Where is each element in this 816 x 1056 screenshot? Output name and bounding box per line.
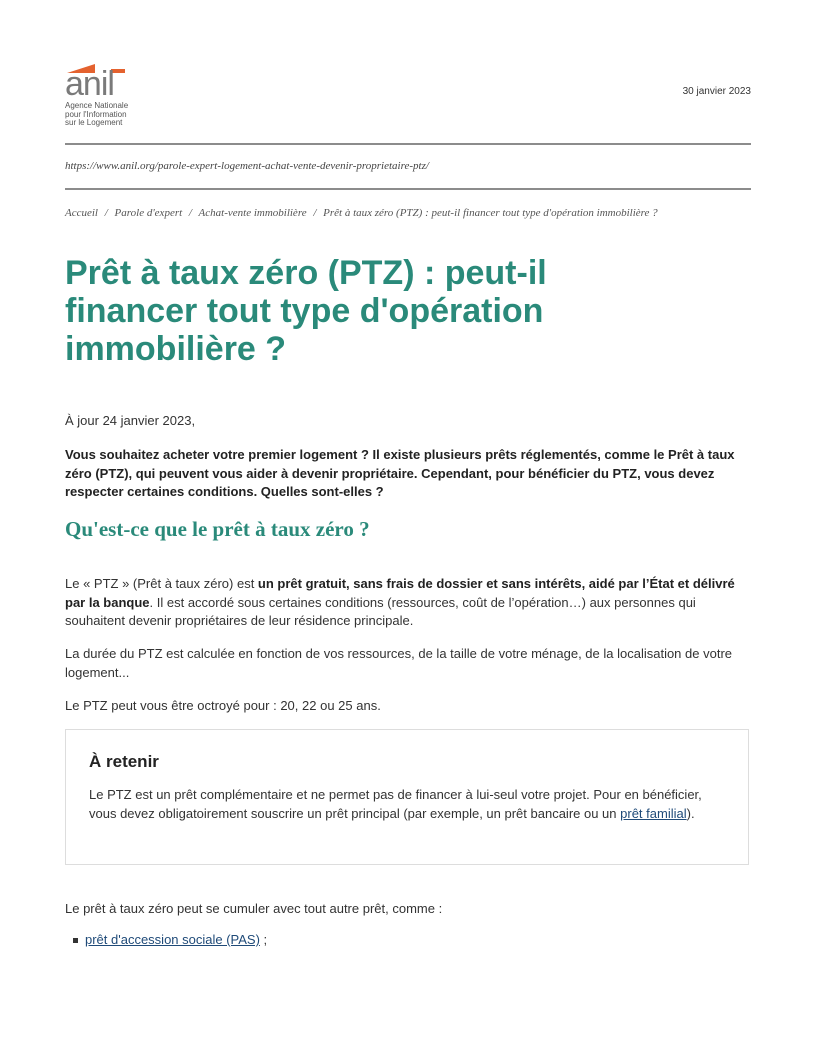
- loan-list: [65, 931, 267, 949]
- logo-subtitle: [65, 102, 128, 128]
- logo-subtitle-line: pour l'Information: [65, 109, 127, 119]
- paragraph-bold-text: un prêt gratuit, sans frais de dossier et sans intérêts, aidé par l’État et délivré par la banque: [65, 576, 735, 610]
- breadcrumb-separator: /: [104, 207, 108, 219]
- breadcrumb: [65, 207, 658, 219]
- intro-paragraph: Vous souhaitez acheter votre premier logement ? Il existe plusieurs prêts réglementés, comme le Prêt à taux zéro (PTZ), qui peuvent vous aider à devenir propriétaire. Cependant, pour bénéficier du PTZ, vous devez respecter certaines conditions. Quelles sont-elles ?: [65, 447, 735, 499]
- breadcrumb-item-category[interactable]: Achat-vente immobilière: [198, 207, 307, 219]
- breadcrumb-separator: /: [188, 207, 192, 219]
- breadcrumb-separator: /: [313, 207, 317, 219]
- logo-subtitle-line: Agence Nationale: [65, 101, 129, 110]
- logo-word: anil: [65, 65, 114, 103]
- remember-text-start: Le PTZ est un prêt complémentaire et ne permet pas de financer à lui-seul votre projet. Pour en bénéficier, vous devez obligatoirement souscrire un prêt principal (par exemple, un prêt bancaire ou un: [89, 787, 702, 821]
- remember-text-end: ).: [686, 805, 695, 821]
- ptz-duration-paragraph: La durée du PTZ est calculée en fonction de vos ressources, de la taille de votre ménage, de la localisation de votre logement...: [65, 646, 732, 680]
- cumul-paragraph: Le prêt à taux zéro peut se cumuler avec tout autre prêt, comme :: [65, 901, 443, 916]
- divider: [65, 188, 751, 190]
- anil-logo[interactable]: [65, 64, 145, 134]
- ptz-years-paragraph: Le PTZ peut vous être octroyé pour : 20, 22 ou 25 ans.: [65, 698, 381, 713]
- page-url[interactable]: https://www.anil.org/parole-expert-logement-achat-vente-devenir-proprietaire-ptz/: [65, 160, 429, 172]
- pas-link[interactable]: prêt d'accession sociale (PAS): [85, 932, 260, 947]
- paragraph-text: Le « PTZ » (Prêt à taux zéro) est: [65, 576, 258, 591]
- ptz-definition-paragraph: [65, 575, 751, 631]
- update-date: À jour 24 janvier 2023,: [65, 413, 196, 428]
- remember-box: [65, 729, 749, 865]
- page-title: Prêt à taux zéro (PTZ) : peut-il financer tout type d'opération immobilière ?: [65, 254, 547, 368]
- list-item-suffix: ;: [259, 932, 268, 947]
- breadcrumb-item-current: Prêt à taux zéro (PTZ) : peut-il financer tout type d'opération immobilière ?: [323, 207, 658, 219]
- logo-subtitle-line: sur le Logement: [65, 118, 123, 127]
- breadcrumb-item-home[interactable]: Accueil: [65, 207, 98, 219]
- remember-title: À retenir: [89, 752, 159, 771]
- breadcrumb-item-expert[interactable]: Parole d'expert: [114, 207, 183, 219]
- print-date: 30 janvier 2023: [682, 86, 751, 97]
- list-item: [65, 931, 267, 949]
- divider: [65, 143, 751, 145]
- paragraph-text: . Il est accordé sous certaines conditions (ressources, coût de l’opération…) aux personnes qui souhaitent devenir propriétaires de leur résidence principale.: [65, 594, 696, 628]
- section-heading: Qu'est-ce que le prêt à taux zéro ?: [65, 517, 370, 541]
- remember-text: [89, 786, 719, 823]
- pret-familial-link[interactable]: prêt familial: [620, 805, 687, 821]
- bullet-icon: [73, 938, 78, 943]
